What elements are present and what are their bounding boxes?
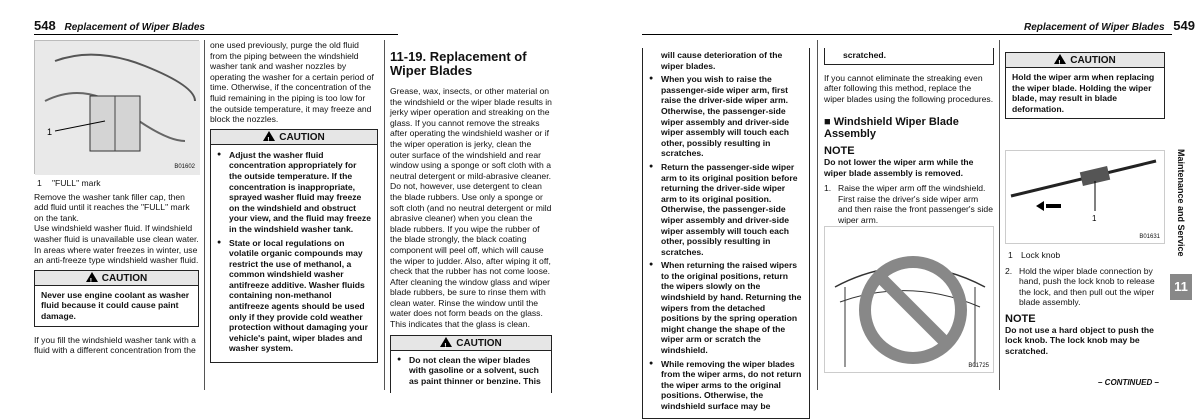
- subsection-heading: [824, 116, 994, 140]
- lock-knob-figure: [1005, 150, 1165, 244]
- col-divider: [817, 40, 818, 390]
- left-header-rule: [34, 34, 398, 35]
- right-header-title: Replacement of Wiper Blades: [1024, 22, 1165, 33]
- subsection-title: Windshield Wiper Blade Assembly: [824, 116, 959, 141]
- para-grease-wax: Grease, wax, insects, or other material on the windshield or the wiper blade results in jerky wiper operation and streaking on the glass. If you cannot remove the streaks after operating the windshield washer or if the wiper operation is jerky, clean the outer surface of the windshield and rear window using a sponge or soft cloth with a neutral detergent or mild-abrasive cleaner. Do not, however, use detergent to clean the blade rubbers. Use only a sponge or soft cloth (and no neutral detergent or mild abrasive cleaner) when you clean the blade rubbers. If you wipe the rubber of the blade strongly, the black coating component will peel off, which will cause the wiper to judder. Also, after wiping it off, check that the rubber has not come loose. After cleaning the window glass and wiper blade rubbers, be sure to rinse them with clean water. Rinse the window until the water does not form beads on the glass. This indicates that the glass is clean.: [390, 86, 552, 330]
- figure3-label: 1: [1092, 214, 1097, 223]
- note1-title: NOTE: [824, 145, 855, 158]
- right-page-header: [1024, 18, 1195, 32]
- caution2-item: ● Adjust the washer fluid concentration appropriately for the outside temperature. If the concentration is inappropriate, sprayed washer fluid may freeze on the windshield and obstruct your view, and the fluid may freeze in the windshield washer tank.: [217, 150, 371, 235]
- caution2-body: [210, 145, 378, 363]
- lock-knob-illustration: [1006, 151, 1166, 245]
- note1-text: Do not lower the wiper arm while the wiper blade assembly is removed.: [824, 156, 974, 178]
- chapter-side-text: Maintenance and Service: [1176, 149, 1186, 257]
- section-title: 11-19. Replacement of Wiper Blades: [390, 49, 527, 78]
- caution2-item: ● State or local regulations on volatile organic compounds may restrict the use of methanol, a common windshield washer antifreeze additive. Washer fluids containing non-methanol antifreeze agents should be used only if they provide cold weather protection without damaging your vehicle's paint, wiper blades and washer system.: [217, 238, 371, 355]
- caution-item-remove-blade: ● While removing the wiper blades from the wiper arms, do not return the wiper arms to the original positions. Otherwise, the windshield surface may be: [649, 359, 803, 412]
- note2-text: Do not use a hard object to push the lock knob. The lock knob may be scratched.: [1005, 324, 1154, 356]
- washer-tank-illustration: [35, 41, 200, 175]
- warning-icon: !: [440, 337, 452, 347]
- caution3-title: CAUTION: [456, 337, 502, 349]
- figure2-code: B01725: [968, 363, 989, 369]
- left-header-title: Replacement of Wiper Blades: [64, 22, 205, 33]
- col-divider: [204, 40, 205, 390]
- washer-tank-figure: [34, 40, 199, 174]
- left-page-header: [34, 18, 205, 32]
- caution-item-return-slowly: ● When returning the raised wipers to the original positions, return the wipers slowly on the windshield by hand. Returning the wipers from the detached positions by the spring operation might change the shape of the wiper arm or scratch the windshield.: [649, 260, 803, 355]
- caution4-header: [1005, 52, 1165, 68]
- step2-num: 2.: [1005, 265, 1013, 276]
- step2: [1005, 266, 1165, 308]
- para-fill-tank: Remove the washer tank filler cap, then add fluid until it reaches the "FULL" mark on the tank.: [34, 191, 190, 223]
- note2-title: NOTE: [1005, 312, 1036, 325]
- caution1-header: [34, 270, 199, 286]
- warning-icon: !: [86, 272, 98, 282]
- left-page-number: 548: [34, 18, 56, 33]
- prohibited-figure: [824, 226, 994, 373]
- para-streaking: If you cannot eliminate the streaking even after following this method, replace the wiper blades using the following procedures.: [824, 72, 994, 104]
- caution4-title: CAUTION: [1070, 55, 1116, 66]
- svg-text:1: 1: [47, 127, 53, 137]
- figure1-caption-text: "FULL" mark: [52, 178, 101, 188]
- step1-num: 1.: [824, 183, 832, 194]
- para-different-concentration: If you fill the windshield washer tank with a fluid with a different concentration from the: [34, 334, 196, 356]
- caution-item-raise-wiper: ● When you wish to raise the passenger-side wiper arm, first raise the driver-side wiper arm. Otherwise, the passenger-side wiper assembly and driver-side wiper assembly will touch each other, possibly resulting in scratches.: [649, 74, 803, 159]
- caution1-body: Never use engine coolant as washer fluid because it could cause paint damage.: [34, 286, 199, 327]
- caution-scratched-tail: scratched.: [824, 48, 994, 65]
- caution3-continued: [642, 48, 810, 419]
- para-antifreeze: In areas where water freezes in winter, use an anti-freeze type windshield washer fluid.: [34, 244, 199, 266]
- right-col3: [1005, 52, 1165, 119]
- chapter-tab: 11: [1170, 274, 1192, 300]
- caution3-continued-text: will cause deterioration of the wiper blades.: [661, 50, 783, 71]
- caution4-body: Hold the wiper arm when replacing the wiper blade. Holding the wiper blade, may result in blade deformation.: [1005, 68, 1165, 119]
- figure3-code: B01631: [1139, 234, 1160, 240]
- chapter-side-label: [1165, 150, 1197, 270]
- step1: [824, 183, 994, 225]
- right-page-number: 549: [1173, 18, 1195, 33]
- figure1-caption: [34, 178, 199, 189]
- figure1-code: B01602: [174, 164, 195, 170]
- continued-label: – CONTINUED –: [1098, 378, 1159, 387]
- figure1-caption-num: 1: [37, 178, 42, 188]
- para-use-washer-fluid: Use windshield washer fluid. If windshield washer fluid is unavailable use clean water.: [34, 223, 199, 244]
- caution3-header: [390, 335, 552, 351]
- left-col1: [34, 178, 199, 356]
- left-col3: [390, 50, 552, 393]
- col-divider: [384, 40, 385, 390]
- caution2-title: CAUTION: [279, 131, 325, 143]
- right-col2: [824, 48, 994, 226]
- warning-icon: !: [263, 131, 275, 141]
- figure3-caption-text: Lock knob: [1021, 250, 1061, 260]
- prohibited-wiper-illustration: [825, 227, 995, 374]
- step2-text: Hold the wiper blade connection by hand, push the lock knob to release the lock, and then pull out the wiper blade assembly.: [1019, 265, 1155, 308]
- figure3-caption: [1005, 250, 1165, 261]
- left-col2: [210, 40, 378, 363]
- caution1-title: CAUTION: [101, 272, 148, 284]
- caution2-header: [210, 129, 378, 145]
- caution-item-return-wiper: ● Return the passenger-side wiper arm to its original position before returning the driver-side wiper arm to its original position. Otherwise, the passenger-side wiper assembly and driver-side wiper assembly will touch each other, possibly resulting in scratches.: [649, 162, 803, 257]
- figure3-caption-num: 1: [1008, 250, 1013, 260]
- caution3-body: [390, 351, 552, 394]
- right-col3-bottom: [1005, 250, 1165, 356]
- subsection-marker: ■: [824, 116, 831, 129]
- right-col1: [642, 48, 810, 419]
- caution3-item: ● Do not clean the wiper blades with gasoline or a solvent, such as paint thinner or benzine. This: [397, 355, 545, 387]
- para-purge-fluid: one used previously, purge the old fluid from the piping between the windshield washer tank and washer nozzles by operating the washer for a certain period of time. Otherwise, if the concentration of the fluid remaining in the piping is too low for the outside temperature, it may freeze and block the nozzles.: [210, 40, 374, 125]
- step1-text: Raise the wiper arm off the windshield. First raise the driver's side wiper arm and then raise the front passenger's side wiper arm.: [838, 183, 993, 225]
- warning-icon: !: [1054, 54, 1066, 64]
- right-header-rule: [642, 34, 1172, 35]
- col-divider: [999, 40, 1000, 390]
